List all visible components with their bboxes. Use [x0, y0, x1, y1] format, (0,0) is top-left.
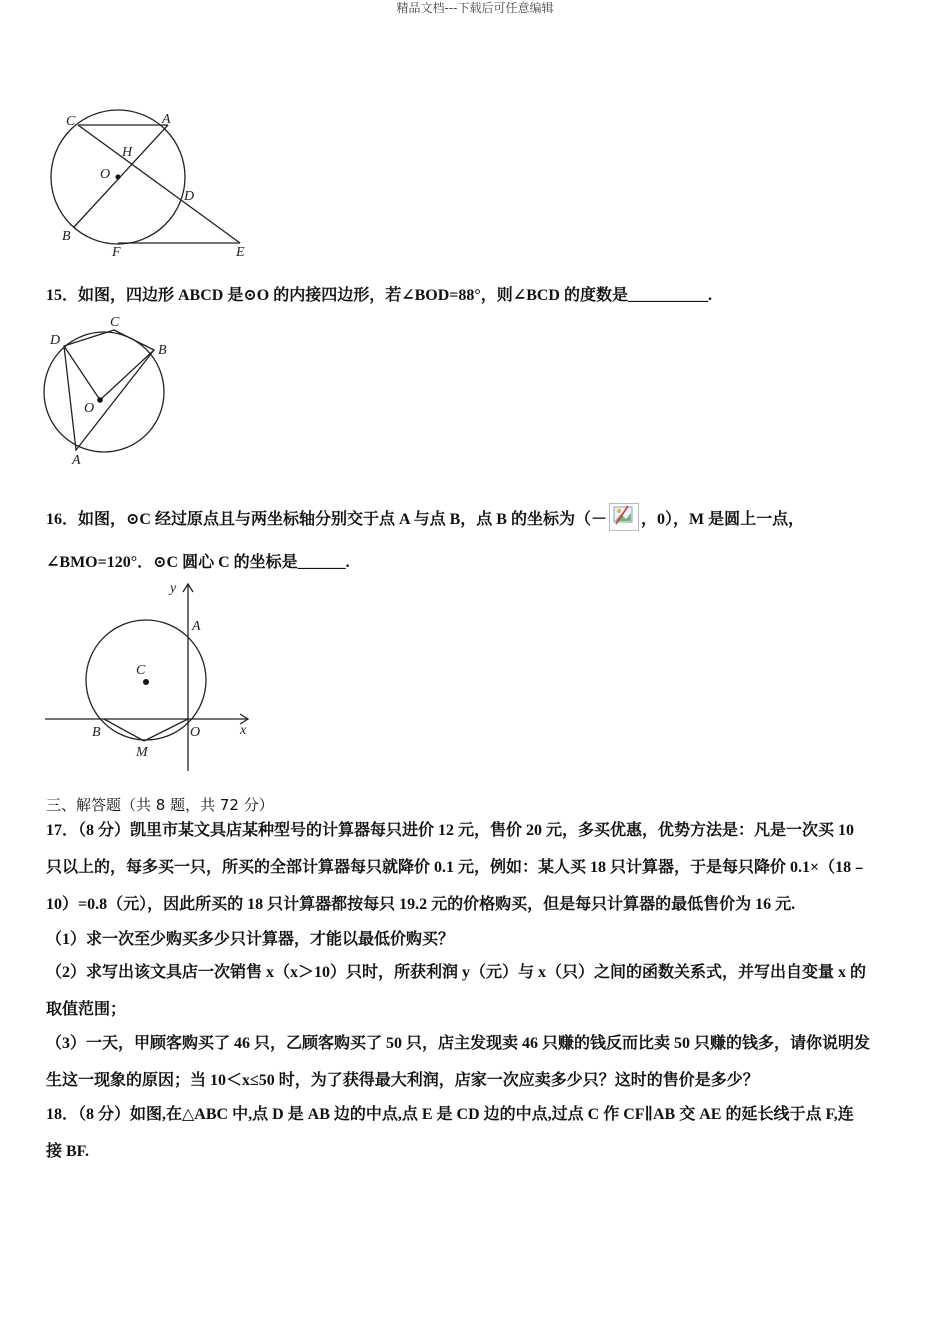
question-17-line1: 17．（8 分）凯里市某文具店某种型号的计算器每只进价 12 元，售价 20 元，多买优惠，优势方法是：凡是一次买 10 [46, 822, 855, 839]
label-A: A [192, 619, 201, 634]
page-header: 精品文档---下载后可任意编辑 [396, 1, 554, 15]
broken-image-icon [609, 503, 639, 531]
figure-q15-circle [38, 310, 188, 470]
figure-q16-coordinate-circle [40, 576, 260, 776]
label-O: O [84, 401, 95, 416]
question-18-line2: 接 BF. [46, 1143, 89, 1160]
label-D: D [50, 333, 61, 348]
label-H: H [122, 145, 133, 160]
label-B: B [158, 343, 167, 358]
question-17-sub2-line1: （2）求写出该文具店一次销售 x（x＞10）只时，所获利润 y（元）与 x（只）之间的函数关系式，并写出自变量 x 的 [46, 964, 867, 981]
label-O: O [190, 725, 201, 740]
label-B: B [92, 725, 101, 740]
question-18-line1: 18．（8 分）如图,在△ABC 中,点 D 是 AB 边的中点,点 E 是 CD 边的中点,过点 C 作 CF∥AB 交 AE 的延长线于点 F,连 [46, 1106, 854, 1123]
label-D: D [184, 189, 195, 204]
question-17-line3: 10）=0.8（元），因此所买的 18 只计算器都按每只 19.2 元的价格购买，但是每只计算器的最低售价为 16 元. [46, 896, 796, 913]
label-M: M [136, 745, 148, 760]
label-C: C [110, 315, 120, 330]
section-3-title: 三、解答题（共 8 题，共 72 分） [46, 796, 274, 814]
label-E: E [236, 245, 245, 260]
question-16-line2: ∠BMO=120°．⊙C 圆心 C 的坐标是______. [46, 554, 350, 571]
label-C: C [66, 114, 76, 129]
question-17-sub3-line2: 生这一现象的原因；当 10＜x≤50 时，为了获得最大利润，店家一次应卖多少只？这时的售价是多少？ [46, 1072, 759, 1089]
label-A: A [162, 112, 171, 127]
label-C: C [136, 663, 146, 678]
question-17-sub1: （1）求一次至少购买多少只计算器，才能以最低价购买？ [46, 931, 455, 948]
label-B: B [62, 229, 71, 244]
question-16-line1 [46, 503, 804, 531]
label-x: x [240, 723, 247, 738]
question-16-text-b: ，0），M 是圆上一点， [640, 511, 805, 528]
question-15: 15．如图，四边形 ABCD 是⊙O 的内接四边形，若∠BOD=88°，则∠BCD 的度数是__________. [46, 287, 712, 304]
label-O: O [100, 167, 111, 182]
question-17-sub2-line2: 取值范围； [46, 1001, 127, 1018]
question-17-line2: 只以上的，每多买一只，所买的全部计算器每只就降价 0.1 元，例如：某人买 18 只计算器，于是每只降价 0.1×（18﹣ [46, 859, 868, 876]
label-F: F [112, 245, 121, 260]
label-y: y [170, 581, 177, 596]
label-A: A [72, 453, 81, 468]
question-16-text-a: 16．如图，⊙C 经过原点且与两坐标轴分别交于点 A 与点 B，点 B 的坐标为（－ [46, 511, 607, 528]
question-17-sub3-line1: （3）一天，甲顾客购买了 46 只，乙顾客购买了 50 只，店主发现卖 46 只赚的钱反而比卖 50 只赚的钱多，请你说明发 [46, 1035, 871, 1052]
figure-q14-circle [40, 105, 260, 265]
